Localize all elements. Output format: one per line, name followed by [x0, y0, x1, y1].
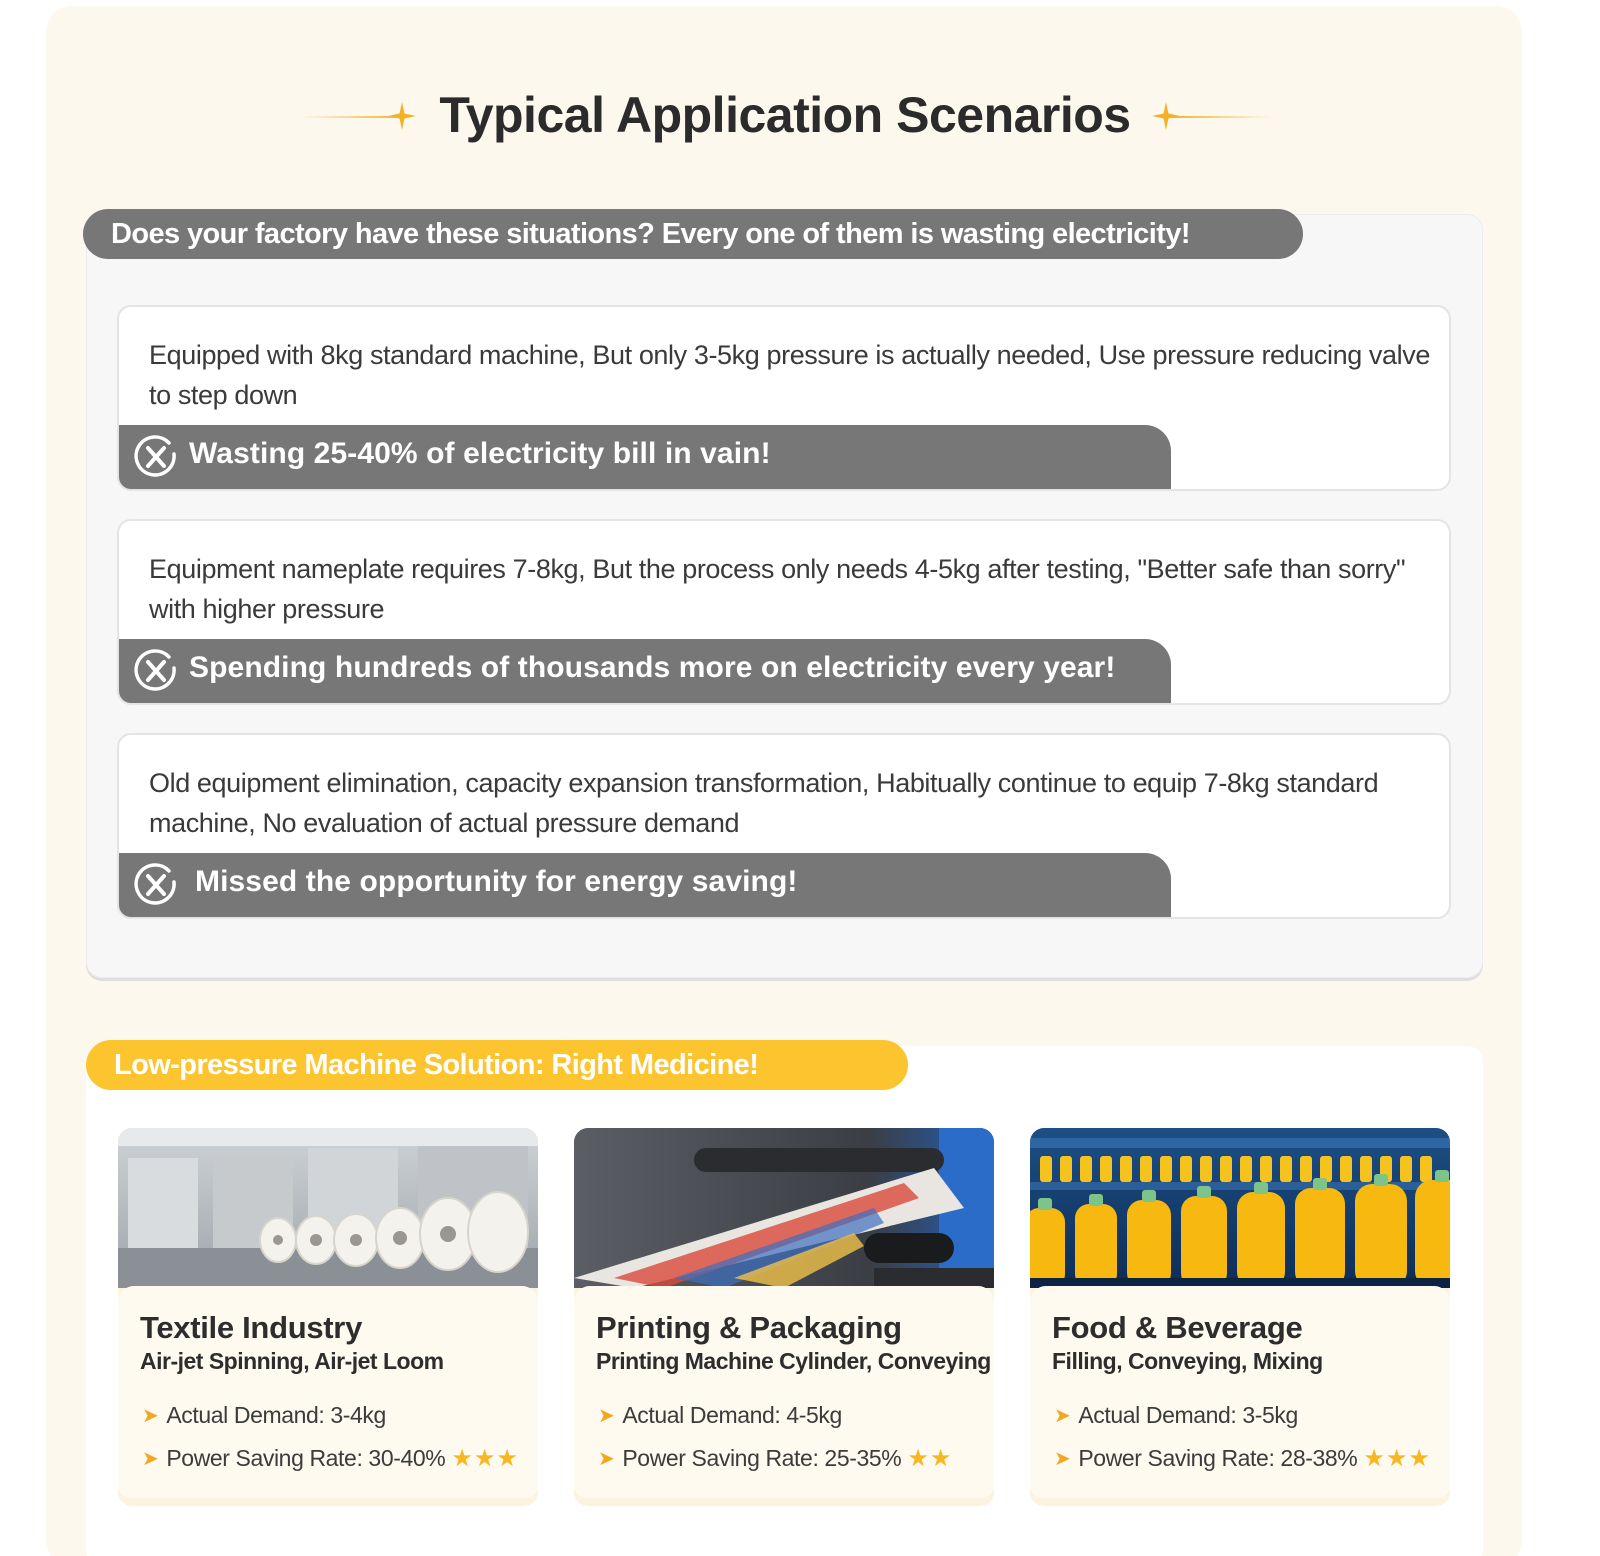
warning-text: Spending hundreds of thousands more on electricity every year!: [189, 651, 1116, 684]
industry-name: Food & Beverage: [1052, 1310, 1303, 1345]
page-title: Typical Application Scenarios: [439, 87, 1131, 143]
arrow-bullet-icon: ➤: [598, 1405, 615, 1427]
problem-card: [117, 733, 1451, 919]
problem-card: [117, 519, 1451, 705]
star-rating-icon: ★★★: [451, 1445, 519, 1472]
warning-bar: [119, 425, 1171, 489]
industry-uses: Air-jet Spinning, Air-jet Loom: [140, 1348, 444, 1374]
industry-card-body: [118, 1286, 538, 1498]
arrow-bullet-icon: ➤: [1054, 1448, 1071, 1470]
section-header: [0, 80, 1600, 150]
power-saving-text: Power Saving Rate: 28-38%: [1078, 1445, 1358, 1471]
bottling-line-photo: [1030, 1128, 1450, 1288]
industry-card-food-beverage: [1030, 1128, 1450, 1506]
actual-demand: [1054, 1402, 1298, 1429]
problem-card: [117, 305, 1451, 491]
title-decoration-line-right: [1170, 116, 1272, 118]
power-saving-rate: [142, 1444, 519, 1473]
power-saving-text: Power Saving Rate: 25-35%: [622, 1445, 902, 1471]
printing-press-photo: [574, 1128, 994, 1288]
problem-description: Old equipment elimination, capacity expansion transformation, Habitually continue to equip 7-8kg standard machine, No evaluation of actual pressure demand: [149, 768, 1379, 838]
problem-description: Equipped with 8kg standard machine, But only 3-5kg pressure is actually needed, Use pressure reducing valve to step down: [149, 340, 1430, 410]
actual-demand-text: Actual Demand: 3-4kg: [166, 1402, 386, 1428]
power-saving-text: Power Saving Rate: 30-40%: [166, 1445, 446, 1471]
actual-demand: [598, 1402, 842, 1429]
warning-bar: [119, 639, 1171, 703]
star-rating-icon: ★★★: [1363, 1445, 1431, 1472]
power-saving-rate: [598, 1444, 952, 1473]
arrow-bullet-icon: ➤: [142, 1448, 159, 1470]
x-circle-icon: [133, 434, 179, 480]
actual-demand-text: Actual Demand: 3-5kg: [1078, 1402, 1298, 1428]
problems-heading: Does your factory have these situations? Every one of them is wasting electricity!: [83, 209, 1303, 259]
arrow-bullet-icon: ➤: [1054, 1405, 1071, 1427]
industry-uses: Printing Machine Cylinder, Conveying: [596, 1348, 991, 1374]
x-circle-icon: [133, 862, 179, 908]
solution-heading: Low-pressure Machine Solution: Right Medicine!: [86, 1040, 908, 1090]
industry-name: Printing & Packaging: [596, 1310, 902, 1345]
industry-card-body: [574, 1286, 994, 1498]
industry-card-body: [1030, 1286, 1450, 1498]
arrow-bullet-icon: ➤: [598, 1448, 615, 1470]
actual-demand: [142, 1402, 386, 1429]
warning-text: Wasting 25-40% of electricity bill in vain!: [189, 437, 771, 470]
industry-card-printing: [574, 1128, 994, 1506]
warning-text: Missed the opportunity for energy saving!: [195, 865, 798, 898]
power-saving-rate: [1054, 1444, 1431, 1473]
textile-factory-photo: [118, 1128, 538, 1288]
star-rating-icon: ★★: [907, 1445, 953, 1472]
arrow-bullet-icon: ➤: [142, 1405, 159, 1427]
actual-demand-text: Actual Demand: 4-5kg: [622, 1402, 842, 1428]
warning-bar: [119, 853, 1171, 917]
industry-uses: Filling, Conveying, Mixing: [1052, 1348, 1323, 1374]
problem-description: Equipment nameplate requires 7-8kg, But the process only needs 4-5kg after testing, "Better safe than sorry" with higher pressure: [149, 554, 1406, 624]
industry-card-textile: [118, 1128, 538, 1506]
industry-name: Textile Industry: [140, 1310, 363, 1345]
x-circle-icon: [133, 648, 179, 694]
